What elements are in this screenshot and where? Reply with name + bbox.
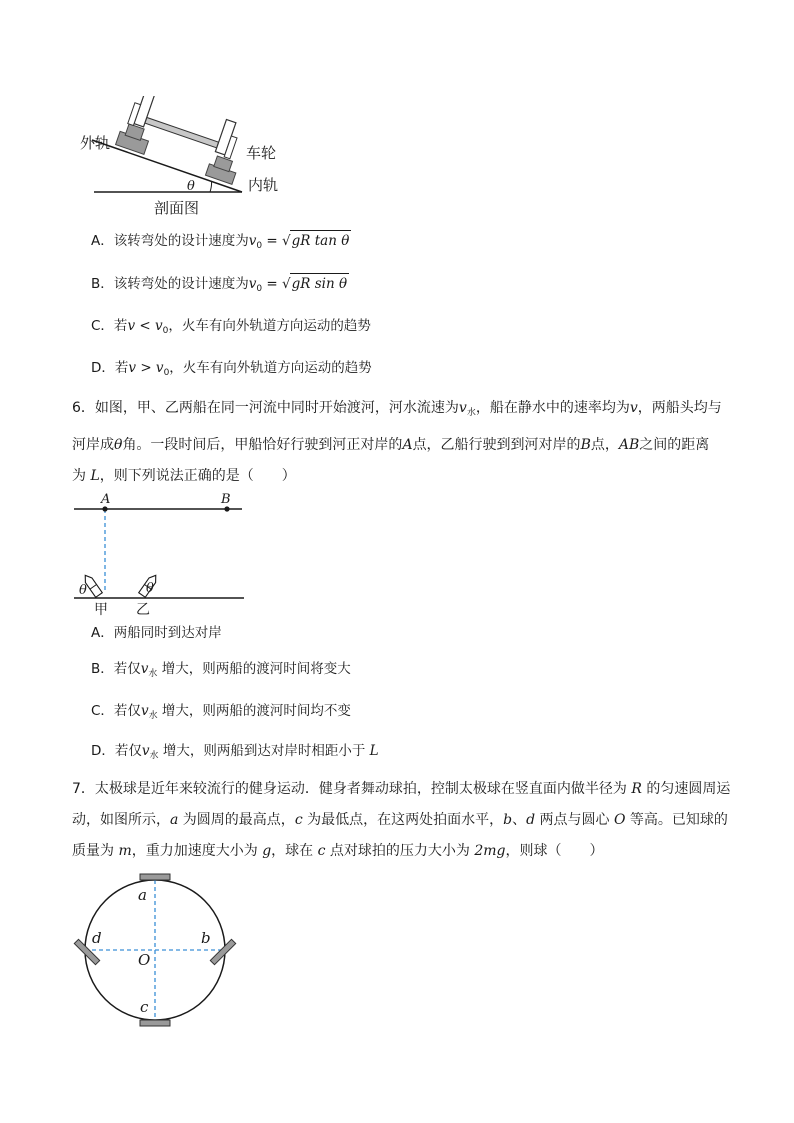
condition: v < v [127, 318, 163, 334]
label-b: B [221, 492, 231, 507]
q5-option-b[interactable] [91, 273, 349, 299]
text: 6．如图，甲、乙两船在同一河流中同时开始渡河，河水流速为 [72, 400, 459, 416]
q5-option-a-text: A．该转弯处的设计速度为 [91, 233, 249, 249]
figure-caption: 剖面图 [154, 199, 200, 217]
var-b: b [503, 812, 513, 828]
var-a: A [402, 437, 413, 453]
var-v: v [629, 400, 638, 416]
label-yi: 乙 [136, 602, 150, 618]
paddle-right [210, 939, 235, 964]
sub-zero: 0 [163, 368, 170, 378]
text: 点， [590, 437, 619, 453]
text: 为 [72, 468, 91, 484]
q7-stem-line-2 [72, 810, 732, 830]
sub-water: 水 [149, 751, 159, 761]
condition: v > v [128, 360, 164, 376]
angle-arc [210, 182, 212, 192]
text: 增大，则两船的渡河时间均不变 [157, 703, 351, 719]
label-theta: θ [187, 179, 195, 194]
text: ，船在静水中的速率均为 [475, 400, 630, 416]
q5-option-a[interactable] [91, 230, 351, 256]
q7-stem-line-1 [72, 779, 732, 799]
radicand: gR sin θ [290, 273, 349, 294]
q6-option-a[interactable] [91, 623, 222, 643]
var-v: v [458, 400, 467, 416]
text: 、 [512, 812, 527, 828]
sqrt-icon: √ [282, 233, 291, 249]
paddle-bottom [140, 1020, 170, 1026]
q6-option-c[interactable] [91, 701, 351, 726]
sub-zero: 0 [162, 326, 169, 336]
text: 河岸成 [72, 437, 114, 453]
equals-sign: = [262, 276, 283, 292]
label-jia: 甲 [94, 602, 108, 618]
text: 为最低点，在这两处拍面水平， [302, 812, 504, 828]
sub-water: 水 [466, 408, 476, 418]
sqrt-icon: √ [282, 276, 291, 292]
text: B．若仅 [91, 661, 141, 677]
river-figure [70, 488, 250, 618]
var-l: L [369, 743, 379, 759]
var-theta: θ [114, 437, 123, 453]
var-v: v [248, 233, 257, 249]
label-a: A [101, 492, 111, 507]
var-v: v [248, 276, 257, 292]
text: 增大，则两船到达对岸时相距小于 [158, 743, 370, 759]
var-v: v [140, 661, 149, 677]
text: 动，如图所示， [72, 812, 170, 828]
text: 增大，则两船的渡河时间将变大 [157, 661, 351, 677]
q6-option-b[interactable] [91, 659, 351, 684]
var-r: R [631, 781, 642, 797]
sub-water: 水 [148, 669, 158, 679]
point-b [224, 506, 229, 511]
var-g: g [262, 843, 272, 859]
text: ，则下列说法正确的是（ ） [99, 468, 296, 484]
label-outer-rail: 外轨 [80, 134, 111, 152]
q5-option-c[interactable] [91, 316, 371, 341]
text: ，两船头均与 [637, 400, 722, 416]
q5-option-d-suffix: ，火车有向外轨道方向运动的趋势 [169, 360, 372, 376]
sub-zero: 0 [256, 241, 263, 251]
paddle-top [140, 874, 170, 880]
text: 之间的距离 [639, 437, 710, 453]
var-m: m [118, 843, 132, 859]
text: 点，乙船行驶到到河对岸的 [412, 437, 581, 453]
point-a [102, 506, 107, 511]
var-v: v [140, 703, 149, 719]
sub-water: 水 [148, 711, 158, 721]
sub-zero: 0 [256, 284, 263, 294]
var-l: L [90, 468, 100, 484]
var-b: B [580, 437, 591, 453]
var-c: c [294, 812, 303, 828]
text: 7．太极球是近年来较流行的健身运动．健身者舞动球拍，控制太极球在竖直面内做半径为 [72, 781, 632, 797]
inner-rail-block [205, 154, 239, 184]
q5-option-c-prefix: C．若 [91, 318, 128, 334]
var-d: d [526, 812, 536, 828]
label-theta-yi: θ [146, 581, 154, 596]
q5-option-d[interactable] [91, 358, 372, 383]
var-o: O [613, 812, 626, 828]
text: 两点与圆心 [535, 812, 614, 828]
var-a: a [170, 812, 179, 828]
rail-cross-section-figure [70, 96, 290, 226]
q6-stem-line-2 [72, 435, 732, 455]
text: 为圆周的最高点， [178, 812, 295, 828]
var-v: v [141, 743, 150, 759]
text: ，球在 [271, 843, 318, 859]
text: 的匀速圆周运 [641, 781, 731, 797]
label-a: a [138, 886, 147, 904]
label-theta-jia: θ [79, 583, 87, 598]
label-o: O [138, 951, 151, 969]
q6-stem-line-3 [72, 466, 732, 486]
text: 角。一段时间后，甲船恰好行驶到河正对岸的 [122, 437, 403, 453]
radicand: gR tan θ [290, 230, 352, 251]
q6-option-a-text: A．两船同时到达对岸 [91, 625, 222, 641]
label-c: c [140, 998, 149, 1016]
text: D．若仅 [91, 743, 142, 759]
taiji-circle-figure [70, 870, 250, 1030]
var-ab: AB [618, 437, 640, 453]
var-c: c [317, 843, 326, 859]
q5-option-d-prefix: D．若 [91, 360, 129, 376]
q6-stem-line-1 [72, 398, 732, 423]
text: ，重力加速度大小为 [131, 843, 263, 859]
text: 等高。已知球的 [625, 812, 728, 828]
label-b: b [201, 929, 211, 947]
text: 质量为 [72, 843, 119, 859]
q5-option-b-text: B．该转弯处的设计速度为 [91, 276, 249, 292]
label-d: d [92, 929, 102, 947]
q5-option-c-suffix: ，火车有向外轨道方向运动的趋势 [168, 318, 371, 334]
label-wheel: 车轮 [246, 144, 277, 162]
label-inner-rail: 内轨 [248, 176, 279, 194]
q7-stem-line-3 [72, 841, 732, 861]
text: C．若仅 [91, 703, 141, 719]
text: 点对球拍的压力大小为 [325, 843, 475, 859]
text: ，则球（ ） [505, 843, 604, 859]
equals-sign: = [262, 233, 283, 249]
q6-option-d[interactable] [91, 741, 379, 766]
force-value: 2mg [474, 843, 506, 859]
